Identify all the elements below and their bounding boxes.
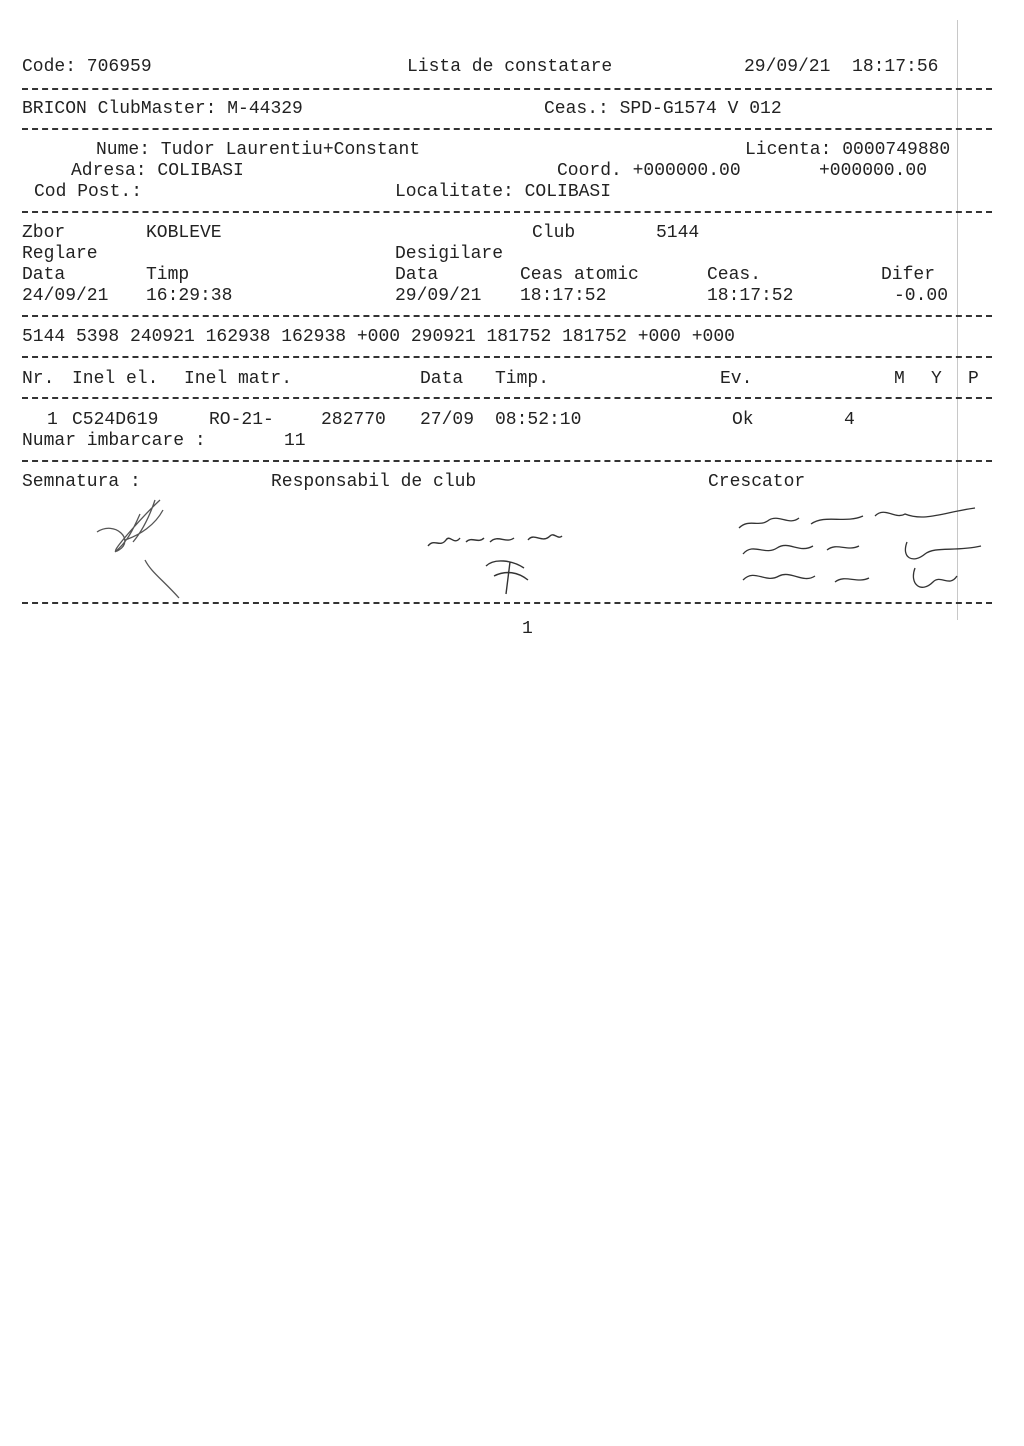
divider [22, 315, 992, 317]
th-ev: Ev. [720, 369, 753, 389]
reglare-label: Reglare [22, 244, 98, 264]
owner-address: Adresa: COLIBASI [71, 161, 244, 181]
row-nr: 1 [47, 410, 58, 430]
breeder-label: Crescator [708, 472, 806, 492]
report-title: Lista de constatare [407, 57, 613, 77]
boarding-label: Numar imbarcare : [22, 431, 206, 451]
th-timp: Timp. [495, 369, 550, 389]
responsible-signature [420, 520, 580, 600]
difference-value: -0.00 [894, 286, 949, 306]
th-m: M [894, 369, 905, 389]
owner-license: Licenta: 0000749880 [745, 140, 951, 160]
postal-code: Cod Post.: [34, 182, 143, 202]
atomic-clock-time: 18:17:52 [520, 286, 607, 306]
locality: Localitate: COLIBASI [395, 182, 612, 202]
divider [22, 397, 992, 399]
desigilare-label: Desigilare [395, 244, 504, 264]
divider [22, 356, 992, 358]
flight-name: KOBLEVE [146, 223, 222, 243]
code-line: 5144 5398 240921 162938 162938 +000 290921 181752 181752 +000 +000 [22, 327, 735, 347]
th-data: Data [420, 369, 464, 389]
club-number: 5144 [656, 223, 700, 243]
desigilare-date: 29/09/21 [395, 286, 482, 306]
divider [22, 88, 992, 90]
th-y: Y [931, 369, 942, 389]
row-inel-number: 282770 [321, 410, 386, 430]
report-datetime: 29/09/21 18:17:56 [744, 57, 939, 77]
th-nr: Nr. [22, 369, 55, 389]
reglare-time: 16:29:38 [146, 286, 233, 306]
clock-time: 18:17:52 [707, 286, 794, 306]
row-count: 4 [844, 410, 855, 430]
clubmaster-id: BRICON ClubMaster: M-44329 [22, 99, 303, 119]
signature-scribble [85, 480, 205, 605]
signature-label: Semnatura : [22, 472, 141, 492]
row-timp: 08:52:10 [495, 410, 582, 430]
divider [22, 602, 992, 604]
row-ev: Ok [732, 410, 754, 430]
owner-coordinates: Coord. +000000.00 [557, 161, 741, 181]
row-inel-matr: RO-21- [209, 410, 274, 430]
flight-label: Zbor [22, 223, 66, 243]
col-difer: Difer [881, 265, 936, 285]
th-inel-matr: Inel matr. [184, 369, 293, 389]
row-data: 27/09 [420, 410, 475, 430]
divider [22, 128, 992, 130]
col-ceas-atomic: Ceas atomic [520, 265, 639, 285]
col-ceas: Ceas. [707, 265, 762, 285]
owner-name: Nume: Tudor Laurentiu+Constant [96, 140, 421, 160]
club-label: Club [532, 223, 576, 243]
col-data-reglare: Data [22, 265, 66, 285]
row-inel-el: C524D619 [72, 410, 159, 430]
page-number: 1 [522, 619, 533, 639]
col-timp: Timp [146, 265, 190, 285]
club-responsible-label: Responsabil de club [271, 472, 477, 492]
report-code: Code: 706959 [22, 57, 152, 77]
divider [22, 460, 992, 462]
reglare-date: 24/09/21 [22, 286, 109, 306]
divider [22, 211, 992, 213]
col-data-desigilare: Data [395, 265, 439, 285]
th-p: P [968, 369, 979, 389]
clock-id: Ceas.: SPD-G1574 V 012 [544, 99, 782, 119]
th-inel-el: Inel el. [72, 369, 159, 389]
owner-coordinates-2: +000000.00 [819, 161, 928, 181]
breeder-signatures [735, 498, 985, 603]
boarding-value: 11 [284, 431, 306, 451]
